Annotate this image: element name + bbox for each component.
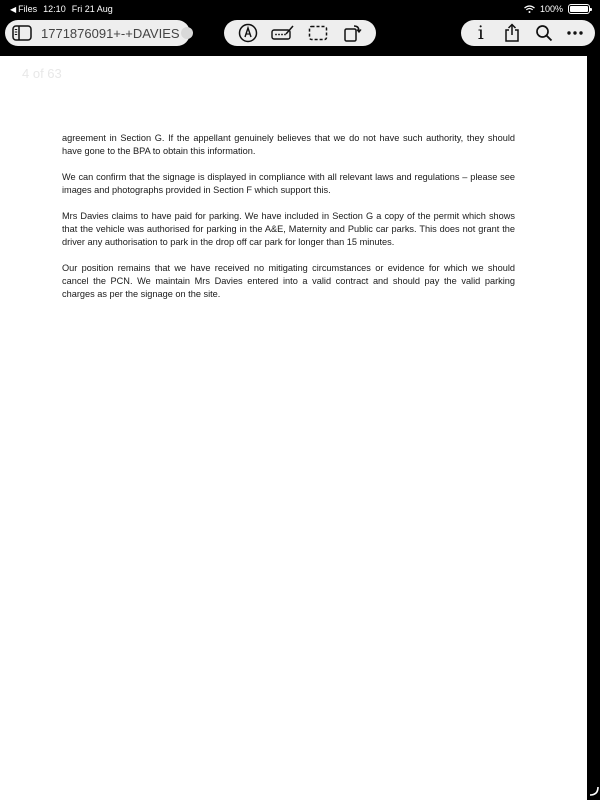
document-title[interactable]: 1771876091+-+DAVIES: [41, 25, 180, 41]
rotate-icon[interactable]: [340, 22, 366, 44]
document-actions: [461, 20, 595, 46]
signature-icon[interactable]: [270, 22, 296, 44]
paragraph: We can confirm that the signage is displayed in compliance with all relevant laws and regulations – please see images and photographs provided in Section F which support this.: [62, 172, 515, 195]
battery-fill: [570, 6, 588, 12]
sidebar-icon[interactable]: [9, 22, 35, 44]
resize-handle-icon[interactable]: [589, 786, 599, 796]
markup-pen-icon[interactable]: [235, 22, 261, 44]
back-triangle-icon[interactable]: ◀: [10, 4, 17, 14]
status-right: [524, 4, 590, 14]
scroll-strip[interactable]: [587, 56, 600, 800]
search-icon[interactable]: [531, 22, 557, 44]
status-date: Fri 21 Aug: [71, 4, 113, 14]
battery-percent: 100%: [539, 4, 563, 14]
battery-icon: [568, 4, 590, 14]
paragraph: agreement in Section G. If the appellant genuinely believes that we do not have such authority, they should have gone to the BPA to obtain this information.: [62, 133, 515, 156]
share-icon[interactable]: [499, 22, 525, 44]
page-indicator: 4 of 63: [22, 66, 62, 81]
toolbar: [0, 18, 600, 48]
status-left: [10, 4, 113, 14]
info-icon[interactable]: i: [477, 22, 484, 44]
status-time: 12:10: [43, 4, 66, 14]
back-app-label[interactable]: Files: [18, 4, 38, 14]
selection-icon[interactable]: [305, 22, 331, 44]
wifi-icon: [524, 5, 535, 13]
markup-tools: [224, 20, 376, 46]
status-bar: [0, 0, 600, 18]
document-page[interactable]: [0, 56, 587, 800]
paragraph: Mrs Davies claims to have paid for parking. We have included in Section G a copy of the permit which shows that the vehicle was authorised for parking in the A&E, Maternity and Public car parks. This does not grant the driver any authorisation to park in the drop off car park for longer than 15 minutes.: [62, 211, 515, 247]
title-menu-chevron-icon[interactable]: [181, 27, 193, 39]
paragraph: Our position remains that we have received no mitigating circumstances or evidence for which we should cancel the PCN. We maintain Mrs Davies entered into a valid contract and should pay the valid parking charges as per the signage on the site.: [62, 263, 515, 299]
document-title-pill[interactable]: [5, 20, 190, 46]
more-icon[interactable]: [562, 22, 588, 44]
document-body: [62, 132, 515, 314]
